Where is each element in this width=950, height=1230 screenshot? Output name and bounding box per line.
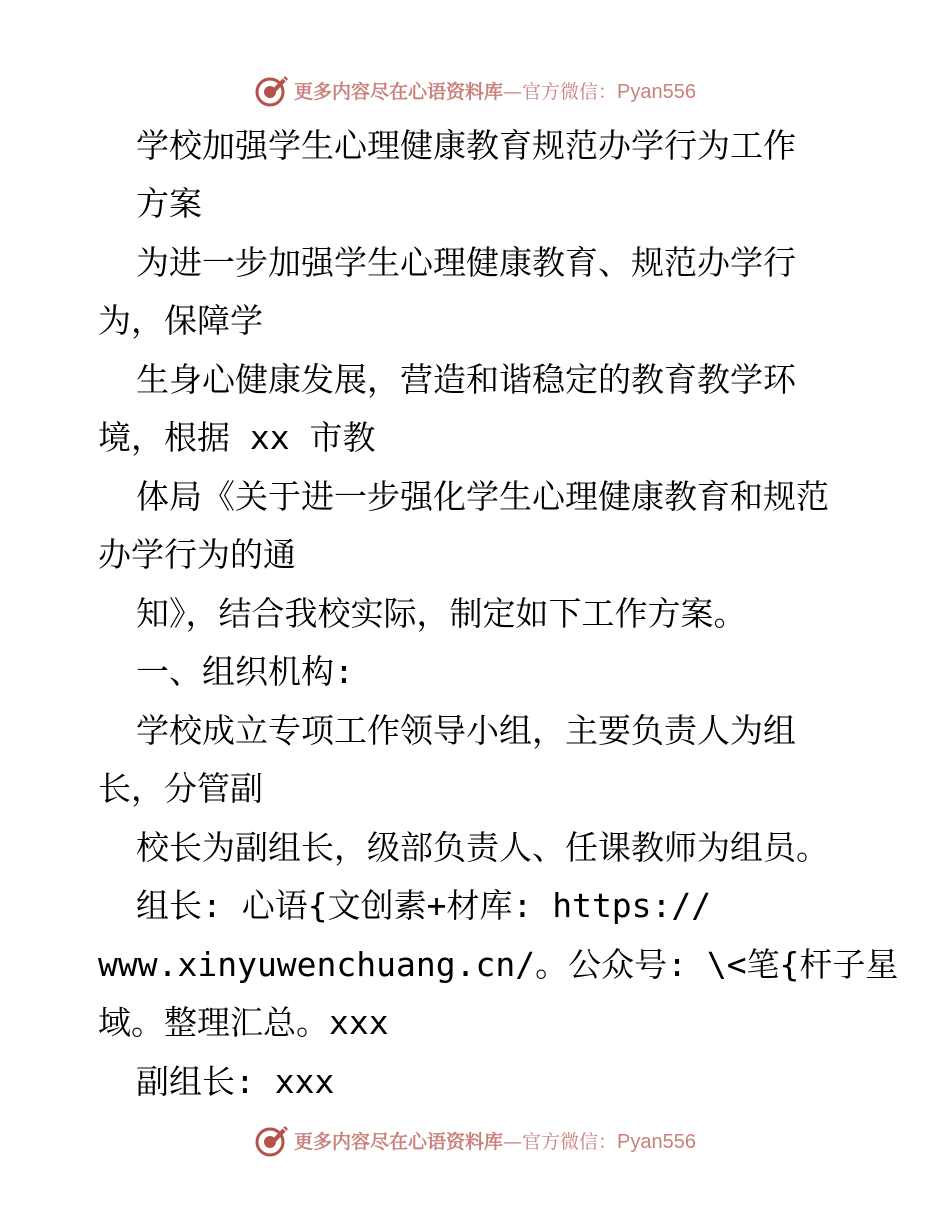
watermark-text — [294, 77, 696, 104]
doc-paragraph-line: 办学行为的通 — [98, 535, 296, 574]
doc-paragraph-line: 校长为副组长，级部负责人、任课教师为组员。 — [136, 828, 829, 867]
doc-paragraph-line: 生身心健康发展，营造和谐稳定的教育教学环 — [136, 360, 796, 399]
doc-section-heading: 一、组织机构: — [136, 652, 354, 691]
doc-paragraph-line: 组长: 心语{文创素+材库: https:// — [136, 886, 712, 925]
doc-paragraph-line: 长，分管副 — [98, 769, 263, 808]
doc-title-line-2: 方案 — [136, 184, 202, 223]
watermark-dash: — — [503, 1130, 523, 1153]
watermark-header — [0, 70, 950, 110]
watermark-wechat-id: Pyan556 — [617, 80, 696, 103]
watermark-dash: — — [503, 80, 523, 103]
watermark-site-text: 更多内容尽在心语资料库 — [294, 80, 504, 103]
doc-paragraph-line: 为，保障学 — [98, 301, 263, 340]
doc-paragraph-line: 体局《关于进一步强化学生心理健康教育和规范 — [136, 477, 829, 516]
watermark-wechat-label: 官方微信： — [522, 80, 618, 103]
doc-title-line-1: 学校加强学生心理健康教育规范办学行为工作 — [136, 126, 796, 165]
doc-paragraph-line: 副组长: xxx — [136, 1062, 335, 1101]
doc-paragraph-line: www.xinyuwenchuang.cn/。公众号: \<笔{杆子星 — [98, 945, 899, 984]
doc-paragraph-line: 学校成立专项工作领导小组，主要负责人为组 — [136, 711, 796, 750]
watermark-text — [294, 1127, 696, 1154]
watermark-site-text: 更多内容尽在心语资料库 — [294, 1130, 504, 1153]
doc-paragraph-line: 境，根据 xx 市教 — [98, 418, 376, 457]
doc-paragraph-line: 知》，结合我校实际，制定如下工作方案。 — [136, 594, 747, 633]
doc-paragraph-line: 为进一步加强学生心理健康教育、规范办学行 — [136, 243, 796, 282]
pen-logo-icon — [254, 1122, 290, 1158]
pen-logo-icon — [254, 72, 290, 108]
watermark-wechat-label: 官方微信： — [522, 1130, 618, 1153]
doc-paragraph-line: 域。整理汇总。xxx — [98, 1003, 389, 1042]
watermark-wechat-id: Pyan556 — [617, 1130, 696, 1153]
watermark-footer — [0, 1120, 950, 1160]
